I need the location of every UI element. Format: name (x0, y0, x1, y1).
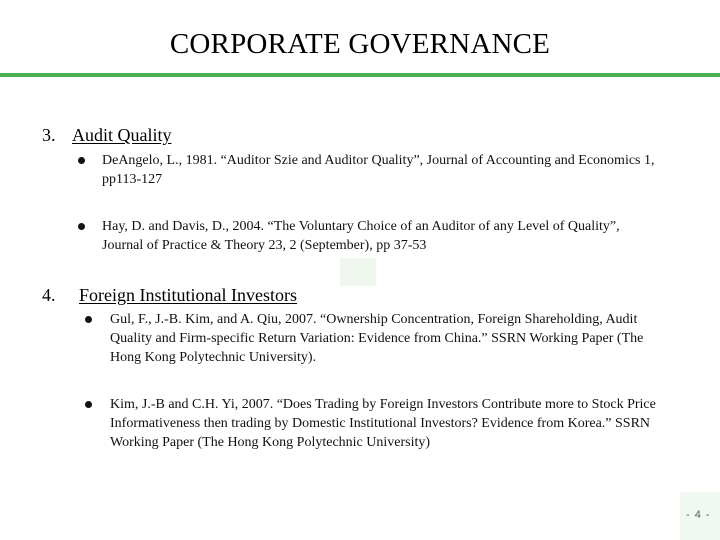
bullet-icon (78, 223, 85, 230)
slide-title: CORPORATE GOVERNANCE (169, 28, 551, 60)
reference-item: Hay, D. and Davis, D., 2004. “The Voluntary Choice of an Auditor of any Level of Quality”, Journal of Practice & Theory 23, 2 (September), pp 37-53 (102, 219, 620, 253)
bullet-icon (85, 316, 92, 323)
reference-item: DeAngelo, L., 1981. “Auditor Szie and Auditor Quality”, Journal of Accounting and Economics 1, pp113-127 (102, 153, 655, 187)
reference-item: Gul, F., J.-B. Kim, and A. Qiu, 2007. “Ownership Concentration, Foreign Shareholding, Audit Quality and Firm-specific Return Variation: Evidence from China.” SSRN Working Paper (The Hong Kong Polytechnic University). (110, 312, 644, 365)
reference-item: Kim, J.-B and C.H. Yi, 2007. “Does Trading by Foreign Investors Contribute more to Stock Price Informativeness then trading by Domestic Institutional Investors? Evidence from Korea.” SSRN Working Paper (The Hong Kong Polytechnic University) (110, 397, 656, 450)
bullet-icon (85, 401, 92, 408)
section-title: Audit Quality (72, 125, 172, 145)
page-number: - 4 - (686, 509, 711, 521)
section-heading-audit-quality (42, 125, 172, 146)
section-heading-foreign-investors (42, 285, 297, 306)
watermark-logo (340, 258, 376, 286)
title-divider (0, 73, 720, 77)
section-title: Foreign Institutional Investors (79, 285, 297, 305)
bullet-icon (78, 157, 85, 164)
section-number: 4. (42, 285, 56, 305)
section-number: 3. (42, 125, 56, 145)
